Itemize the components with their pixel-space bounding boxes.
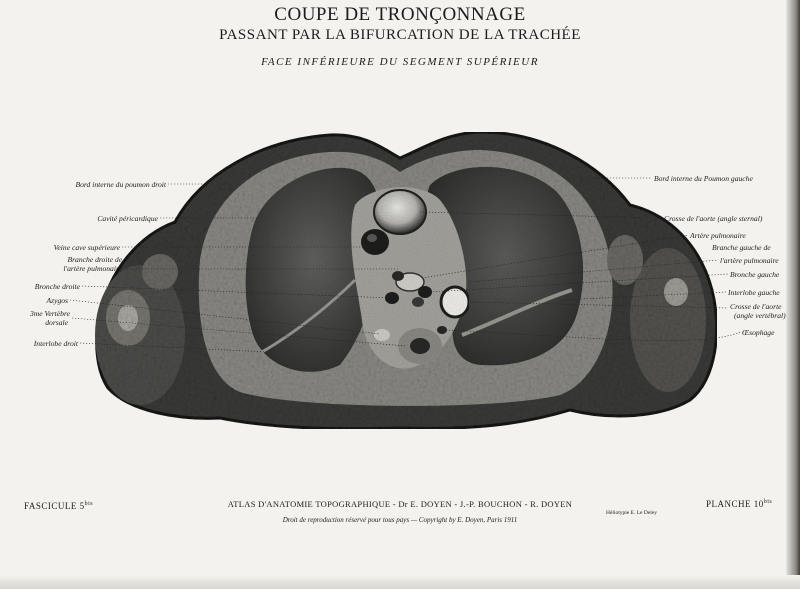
label-left-interlobe-droit: Interlobe droit: [33, 339, 78, 348]
label-left-vertebre-1: 3me Vertèbre: [30, 309, 70, 318]
label-right-branche-gauche-2: l'artère pulmonaire: [720, 256, 779, 265]
plate-number: PLANCHE $10^{bis}$: [706, 499, 773, 509]
label-left-vertebre-2: dorsale: [45, 318, 68, 327]
atlas-credit: ATLAS D'ANATOMIE TOPOGRAPHIQUE - Dr E. DOYEN - J.-P. BOUCHON - R. DOYEN: [227, 499, 573, 509]
plate-caption: FACE INFÉRIEURE DU SEGMENT SUPÉRIEUR: [261, 56, 539, 68]
label-left-cavite-pericardique: Cavité péricardique: [97, 214, 158, 223]
label-left-azygos: Azygos: [46, 296, 68, 305]
plate-title: COUPE DE TRONÇONNAGE: [274, 4, 526, 25]
label-right-branche-gauche-1: Branche gauche de: [712, 243, 771, 252]
label-left-bord-interne-poumon-droit: Bord interne du poumon droit: [75, 180, 166, 189]
copyright-notice: Droit de reproduction réservé pour tous pays — Copyright by E. Doyen, Paris 1911: [282, 516, 518, 524]
label-left-veine-cave-superieure: Veine cave supérieure: [53, 243, 120, 252]
label-right-crosse-aorte-sternal: Crosse de l'aorte (angle sternal): [664, 214, 763, 223]
label-left-branche-droite-1: Branche droite de: [67, 255, 122, 264]
label-right-interlobe-gauche: Interlobe gauche: [728, 288, 780, 297]
label-right-crosse-aorte-2: (angle vertébral): [734, 311, 786, 320]
label-left-bronche-droite: Bronche droite: [34, 282, 80, 291]
plate-subtitle: PASSANT PAR LA BIFURCATION DE LA TRACHÉE: [219, 27, 581, 43]
label-right-oesophage: Œsophage: [742, 328, 775, 337]
label-right-bronche-gauche: Bronche gauche: [730, 270, 780, 279]
label-right-crosse-aorte-1: Crosse de l'aorte: [730, 302, 782, 311]
label-left-branche-droite-2: l'artère pulmonaire: [63, 264, 122, 273]
label-right-bord-interne-poumon-gauche: Bord interne du Poumon gauche: [654, 174, 753, 183]
fascicule-number: FASCICULE $5^{bis}$: [24, 501, 94, 511]
label-right-artere-pulmonaire: Artère pulmonaire: [690, 231, 746, 240]
heliotype-credit: Héliotypie E. Le Deley: [606, 510, 658, 516]
